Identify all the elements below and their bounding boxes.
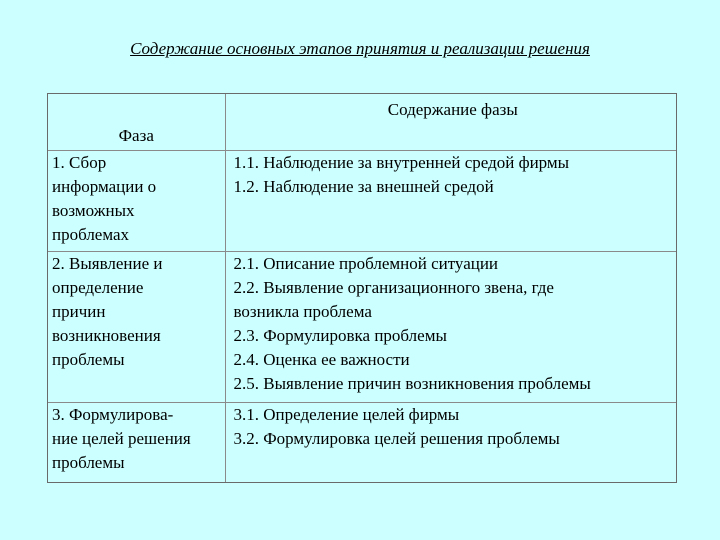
content-item: 1.2. Наблюдение за внешней средой — [233, 176, 494, 196]
content-cell — [225, 251, 676, 402]
phase-cell: 3. Формулирова- ние целей решения проблемы — [48, 402, 225, 482]
content-item: 3.2. Формулировка целей решения проблемы — [233, 428, 560, 448]
header-phase: Фаза — [48, 94, 225, 150]
content-cell — [225, 150, 676, 251]
content-item: 1.1. Наблюдение за внутренней средой фирмы — [233, 152, 570, 172]
page-title: Содержание основных этапов принятия и реализации решения — [130, 39, 590, 58]
table-row — [48, 402, 676, 482]
content-item: 2.2. Выявление организационного звена, где возникла проблема — [233, 277, 554, 321]
content-item: 2.1. Описание проблемной ситуации — [233, 253, 499, 273]
content-item: 2.5. Выявление причин возникновения проблемы — [233, 373, 591, 393]
phase-cell: 2. Выявление и определение причин возникновения проблемы — [48, 251, 225, 402]
content-item: 2.4. Оценка ее важности — [233, 349, 410, 369]
table-row — [48, 150, 676, 251]
content-cell — [225, 402, 676, 482]
table-row — [48, 251, 676, 402]
header-content: Содержание фазы — [225, 94, 676, 150]
table-header-row — [48, 94, 676, 150]
content-item: 3.1. Определение целей фирмы — [233, 404, 460, 424]
phase-cell: 1. Сбор информации о возможных проблемах — [48, 150, 225, 251]
phases-table — [47, 93, 677, 483]
content-item: 2.3. Формулировка проблемы — [233, 325, 447, 345]
